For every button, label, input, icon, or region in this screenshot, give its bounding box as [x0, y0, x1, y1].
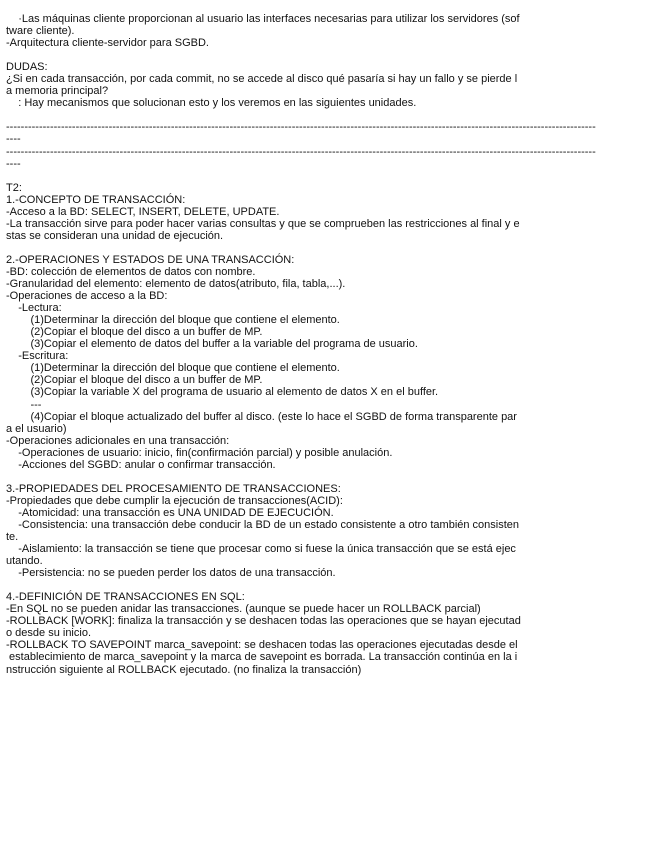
- document-line: nstrucción siguiente al ROLLBACK ejecutado. (no finaliza la transacción): [6, 663, 362, 676]
- document-line: -Arquitectura cliente-servidor para SGBD.: [6, 37, 209, 50]
- document-line: 3.-PROPIEDADES DEL PROCESAMIENTO DE TRANSACCIONES:: [6, 482, 341, 495]
- document-line: 4.-DEFINICIÓN DE TRANSACCIONES EN SQL:: [6, 591, 245, 604]
- document-line: -----------------------------------------------------------------------------------------------------------------------------------------------------------------: [6, 145, 596, 158]
- document-line: -ROLLBACK TO SAVEPOINT marca_savepoint: se deshacen todas las operaciones ejecutadas desde el: [6, 639, 518, 652]
- document-line: (2)Copiar el bloque del disco a un buffer de MP.: [6, 374, 263, 387]
- document-line: tware cliente).: [6, 25, 75, 38]
- document-line: 2.-OPERACIONES Y ESTADOS DE UNA TRANSACCIÓN:: [6, 253, 295, 266]
- document-line: -Granularidad del elemento: elemento de datos(atributo, fila, tabla,...).: [6, 278, 346, 291]
- document-line: -Escritura:: [6, 350, 69, 363]
- document-line: -Persistencia: no se pueden perder los datos de una transacción.: [6, 567, 336, 580]
- document-line: -Aislamiento: la transacción se tiene que procesar como si fuese la única transacción que se está ejec: [6, 543, 516, 556]
- document-line: ---: [6, 398, 42, 411]
- document-line: -Atomicidad: una transacción es UNA UNIDAD DE EJECUCIÓN.: [6, 506, 334, 519]
- document-line: (3)Copiar la variable X del programa de usuario al elemento de datos X en el buffer.: [6, 386, 439, 399]
- document-line: -ROLLBACK [WORK]: finaliza la transacción y se deshacen todas las operaciones que se hayan ejecutad: [6, 615, 521, 628]
- document-line: -Operaciones de acceso a la BD:: [6, 290, 168, 303]
- document-line: ----: [6, 157, 21, 170]
- document-line: ·Las máquinas cliente proporcionan al usuario las interfaces necesarias para utilizar los servidores (sof: [6, 13, 520, 25]
- document-line: -Consistencia: una transacción debe conducir la BD de un estado consistente a otro también consisten: [6, 518, 520, 531]
- document-line: o desde su inicio.: [6, 627, 91, 640]
- document-line: -La transacción sirve para poder hacer varias consultas y que se comprueben las restricciones al final y e: [6, 217, 520, 230]
- document-line: -Lectura:: [6, 302, 62, 315]
- document-line: te.: [6, 531, 19, 544]
- document-line: ----: [6, 133, 21, 146]
- document-line: [6, 170, 649, 182]
- document-line: T2:: [6, 181, 22, 194]
- document-line: -Acciones del SGBD: anular o confirmar transacción.: [6, 458, 276, 471]
- document-line: -Operaciones de usuario: inicio, fin(confirmación parcial) y posible anulación.: [6, 446, 393, 459]
- document-line: [6, 49, 649, 61]
- document-line: [6, 579, 649, 591]
- document-line: stas se consideran una unidad de ejecución.: [6, 229, 224, 242]
- document-line: (1)Determinar la dirección del bloque que contiene el elemento.: [6, 314, 340, 327]
- document-line: (4)Copiar el bloque actualizado del buffer al disco. (este lo hace el SGBD de forma transparente par: [6, 410, 517, 423]
- document-line: establecimiento de marca_savepoint y la marca de savepoint es borrada. La transacción continúa en la i: [6, 651, 518, 664]
- document-line: ¿Si en cada transacción, por cada commit, no se accede al disco qué pasaría si hay un fallo y se pierde l: [6, 73, 518, 86]
- document-line: -BD: colección de elementos de datos con nombre.: [6, 265, 256, 278]
- document-line: -Propiedades que debe cumplir la ejecución de transacciones(ACID):: [6, 494, 343, 507]
- document-line: utando.: [6, 555, 43, 568]
- document-line: [6, 242, 649, 254]
- document-line: [6, 109, 649, 121]
- document-line: [6, 471, 649, 483]
- document-line: : Hay mecanismos que solucionan esto y los veremos en las siguientes unidades.: [6, 97, 417, 110]
- document-line: -Acceso a la BD: SELECT, INSERT, DELETE, UPDATE.: [6, 205, 280, 218]
- document-line: -En SQL no se pueden anidar las transacciones. (aunque se puede hacer un ROLLBACK parcial): [6, 603, 481, 616]
- document-line: DUDAS:: [6, 61, 48, 74]
- document-line: -----------------------------------------------------------------------------------------------------------------------------------------------------------------: [6, 121, 596, 134]
- document-line: (2)Copiar el bloque del disco a un buffer de MP.: [6, 326, 263, 339]
- document-line: a el usuario): [6, 422, 67, 435]
- document-line: (3)Copiar el elemento de datos del buffer a la variable del programa de usuario.: [6, 338, 418, 351]
- document-line: -Operaciones adicionales en una transacción:: [6, 434, 230, 447]
- document-line: 1.-CONCEPTO DE TRANSACCIÓN:: [6, 193, 186, 206]
- document-line: a memoria principal?: [6, 85, 109, 98]
- document-line: (1)Determinar la dirección del bloque que contiene el elemento.: [6, 362, 340, 375]
